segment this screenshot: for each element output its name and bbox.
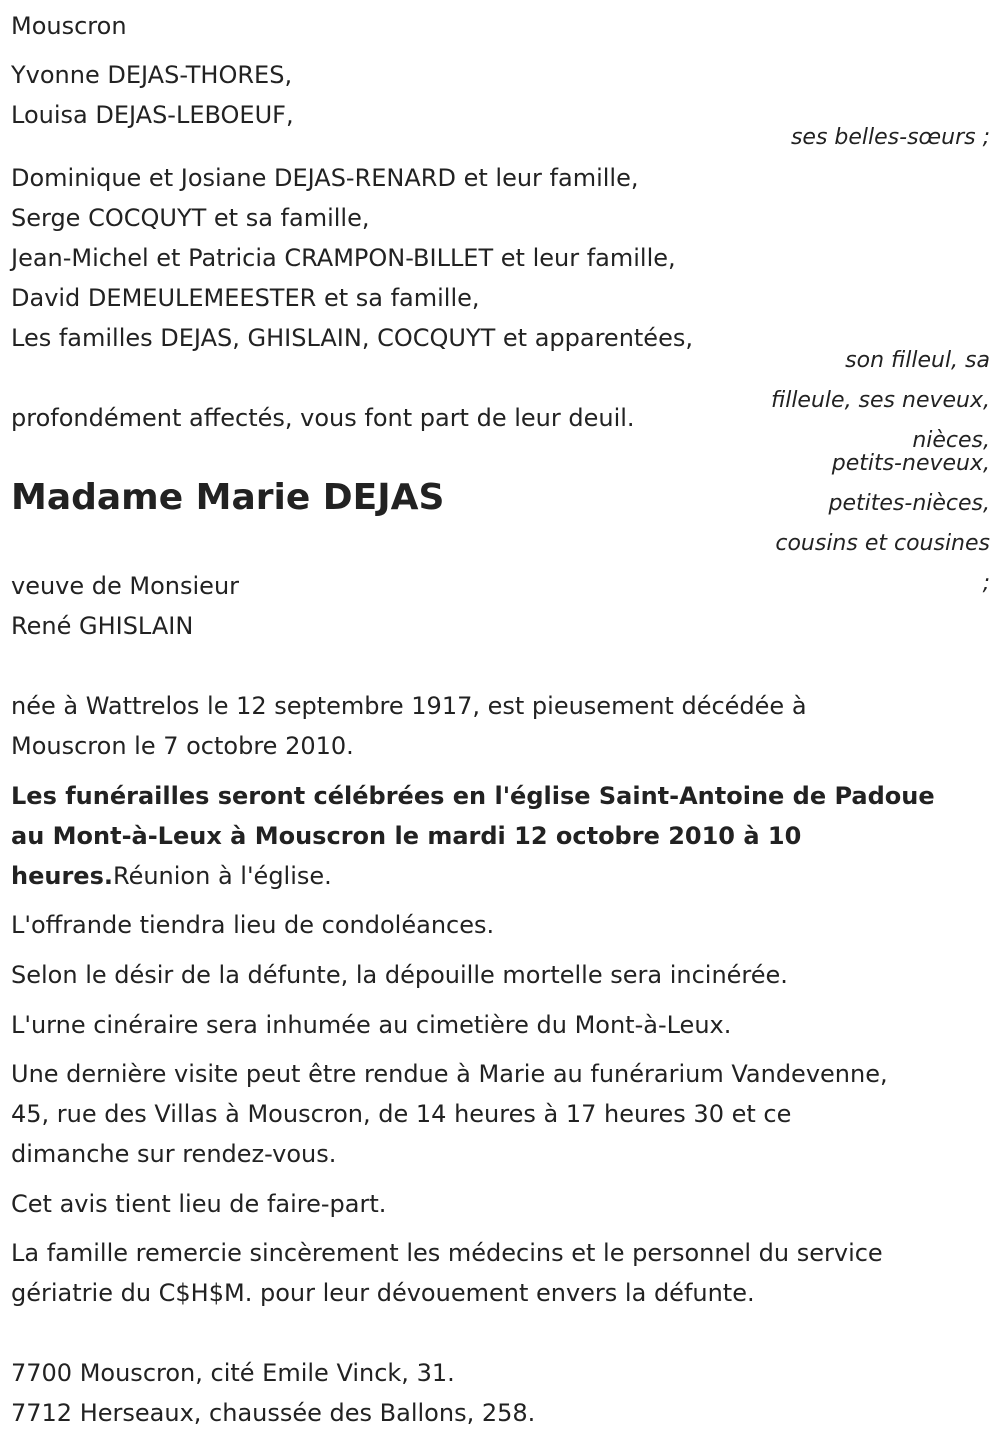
relatives-role-4: petits-neveux, <box>831 451 990 476</box>
birth-death-line-2: Mouscron le 7 octobre 2010. <box>11 732 354 760</box>
sister-in-law-2: Louisa DEJAS-LEBOEUF, <box>11 101 294 129</box>
relative-line-5: Les familles DEJAS, GHISLAIN, COCQUYT et apparentées, <box>11 324 693 352</box>
funeral-line-1: Les funérailles seront célébrées en l'église Saint-Antoine de Padoue <box>11 782 935 810</box>
sisters-in-law-role: ses belles-sœurs ; <box>790 125 990 150</box>
relatives-role-6: cousins et cousines <box>775 531 990 556</box>
widow-of-line-1: veuve de Monsieur <box>11 572 240 600</box>
relatives-role-2: filleule, ses neveux, <box>771 388 990 413</box>
deceased-name: Madame Marie DEJAS <box>11 477 445 518</box>
relative-line-2: Serge COCQUYT et sa famille, <box>11 204 370 232</box>
thanks-line-1: La famille remercie sincèrement les médecins et le personnel du service <box>11 1239 883 1267</box>
widow-of-line-2: René GHISLAIN <box>11 612 194 640</box>
urn-note: L'urne cinéraire sera inhumée au cimetière du Mont-à-Leux. <box>11 1011 732 1039</box>
address-1: 7700 Mouscron, cité Emile Vinck, 31. <box>11 1359 455 1387</box>
funeral-bold-tail: heures. <box>11 862 113 890</box>
funeral-line-3 <box>11 856 332 896</box>
announcement: profondément affectés, vous font part de leur deuil. <box>11 404 635 432</box>
notice-note: Cet avis tient lieu de faire-part. <box>11 1190 387 1218</box>
visit-line-3: dimanche sur rendez-vous. <box>11 1140 337 1168</box>
visit-line-2: 45, rue des Villas à Mouscron, de 14 heures à 17 heures 30 et ce <box>11 1100 792 1128</box>
birth-death-line-1: née à Wattrelos le 12 septembre 1917, est pieusement décédée à <box>11 692 807 720</box>
relative-line-1: Dominique et Josiane DEJAS-RENARD et leur famille, <box>11 164 639 192</box>
sister-in-law-1: Yvonne DEJAS-THORES, <box>11 61 293 89</box>
thanks-line-2: gériatrie du C$H$M. pour leur dévouement envers la défunte. <box>11 1279 755 1307</box>
relative-line-3: Jean-Michel et Patricia CRAMPON-BILLET et leur famille, <box>11 244 676 272</box>
relatives-role-1: son filleul, sa <box>845 348 990 373</box>
header-city: Mouscron <box>11 12 127 40</box>
address-2: 7712 Herseaux, chaussée des Ballons, 258. <box>11 1399 536 1427</box>
relative-line-4: David DEMEULEMEESTER et sa famille, <box>11 284 480 312</box>
cremation-note: Selon le désir de la défunte, la dépouille mortelle sera incinérée. <box>11 961 788 989</box>
relatives-role-7: ; <box>982 571 990 596</box>
visit-line-1: Une dernière visite peut être rendue à Marie au funérarium Vandevenne, <box>11 1060 888 1088</box>
funeral-meeting: Réunion à l'église. <box>112 862 332 890</box>
funeral-line-2: au Mont-à-Leux à Mouscron le mardi 12 octobre 2010 à 10 <box>11 822 802 850</box>
relatives-role-5: petites-nièces, <box>828 491 990 516</box>
relatives-role-3: nièces, <box>912 428 990 453</box>
offering-note: L'offrande tiendra lieu de condoléances. <box>11 911 495 939</box>
